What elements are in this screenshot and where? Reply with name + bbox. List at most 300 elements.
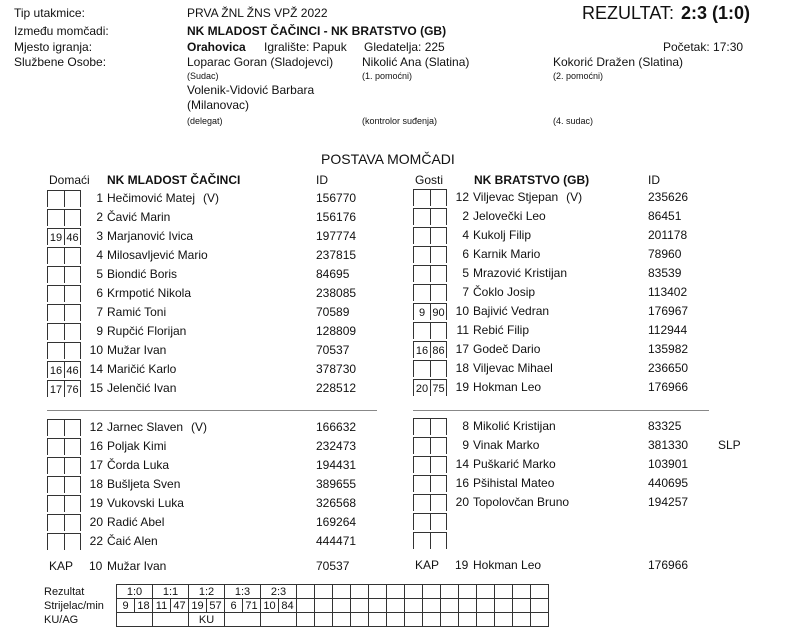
- player-id: 237815: [316, 248, 357, 262]
- sub-minute-box: [430, 246, 447, 263]
- player-name: [107, 515, 164, 529]
- sub-minute-box: [47, 285, 64, 302]
- player-name: [473, 304, 549, 318]
- sub-minute-box: 76: [64, 380, 81, 397]
- sub-minute-box: [47, 514, 64, 531]
- sub-minute-box: [47, 419, 64, 436]
- player-name: [107, 286, 191, 300]
- player-name-text: Radić Abel: [107, 515, 165, 529]
- player-id: 236650: [648, 361, 689, 375]
- sub-minute-box: [430, 265, 447, 282]
- player-name-text: Milosavljević Mario: [107, 248, 208, 262]
- scorer-cell: 57: [207, 599, 225, 613]
- player-name: [107, 248, 208, 262]
- delegat-name: Volenik-Vidović Barbara: [187, 83, 315, 97]
- home-kap-label: KAP: [49, 559, 74, 573]
- away-team-name: NK BRATSTVO (GB): [474, 173, 590, 187]
- player-number: 19: [455, 380, 469, 394]
- player-name-text: Maričić Karlo: [107, 362, 177, 376]
- sub-minute-box: [64, 495, 81, 512]
- player-number: 12: [455, 190, 469, 204]
- player-number: 3: [96, 229, 103, 243]
- sub-minute-box: [430, 475, 447, 492]
- scorer-cell: 18: [135, 599, 153, 613]
- player-id: 156176: [316, 210, 357, 224]
- away-side-label: Gosti: [415, 173, 444, 187]
- empty-cell: [387, 613, 405, 627]
- sub-minute-box: [64, 304, 81, 321]
- sub-minute-box: [413, 246, 430, 263]
- player-name-text: Čavić Marin: [107, 210, 171, 224]
- away-kap-id: 176966: [648, 558, 689, 572]
- player-number: 14: [89, 362, 103, 376]
- scorer-cell: [459, 599, 477, 613]
- empty-cell: [441, 585, 459, 599]
- player-name-text: Godeč Dario: [473, 342, 541, 356]
- sub-minute-box: 75: [430, 379, 447, 396]
- sub-minute-box: [430, 208, 447, 225]
- sub-minute-box: [430, 227, 447, 244]
- player-id: 156770: [316, 191, 357, 205]
- player-number: 19: [89, 496, 103, 510]
- empty-cell: [297, 613, 315, 627]
- player-tag: (V): [566, 190, 583, 204]
- home-kap-id: 70537: [316, 559, 350, 573]
- player-number: 20: [89, 515, 103, 529]
- player-name-text: Poljak Kimi: [107, 439, 167, 453]
- official-assistant1: Nikolić Ana (Slatina): [362, 55, 470, 69]
- result-value: 2:3 (1:0): [681, 3, 751, 23]
- section-title: POSTAVA MOMČADI: [321, 151, 455, 167]
- result-label: REZULTAT:: [582, 3, 675, 23]
- ku-cell: [117, 613, 153, 627]
- empty-cell: [459, 585, 477, 599]
- sub-minute-box: [413, 494, 430, 511]
- empty-cell: [333, 613, 351, 627]
- player-id: 83325: [648, 419, 682, 433]
- scorer-cell: [369, 599, 387, 613]
- player-id: 128809: [316, 324, 357, 338]
- player-name-text: Pšihistal Mateo: [473, 476, 555, 490]
- player-number: 10: [455, 304, 469, 318]
- ku-cell: KU: [189, 613, 225, 627]
- empty-cell: [315, 585, 333, 599]
- official-assistant2-role: (2. pomoćni): [553, 71, 604, 81]
- empty-cell: [369, 585, 387, 599]
- empty-cell: [333, 585, 351, 599]
- player-name-text: Krmpotić Nikola: [107, 286, 192, 300]
- away-id-label: ID: [648, 173, 660, 187]
- player-name: [107, 534, 158, 548]
- scorer-cell: 10: [261, 599, 279, 613]
- sub-minute-box: 16: [47, 361, 64, 378]
- player-name: [473, 190, 582, 204]
- player-name-text: Viljevac Stjepan: [473, 190, 559, 204]
- gledatelja: Gledatelja: 225: [364, 40, 445, 54]
- scorer-cell: 47: [171, 599, 189, 613]
- player-id: 112944: [648, 323, 688, 337]
- sub-minute-box: [430, 360, 447, 377]
- player-number: 22: [89, 534, 103, 548]
- sub-minute-box: [413, 513, 430, 530]
- empty-cell: [369, 613, 387, 627]
- delegat-origin: (Milanovac): [187, 98, 250, 112]
- player-name-text: Čorda Luka: [107, 458, 170, 472]
- player-name-text: Čoklo Josip: [473, 285, 536, 299]
- player-name: [107, 191, 219, 205]
- scorer-cell: 84: [279, 599, 297, 613]
- sub-minute-box: 9: [413, 303, 430, 320]
- scorer-cell: [315, 599, 333, 613]
- player-number: 6: [96, 286, 103, 300]
- player-name: [107, 362, 176, 376]
- empty-cell: [351, 613, 369, 627]
- empty-cell: [531, 613, 549, 627]
- player-id: 166632: [316, 420, 357, 434]
- sub-minute-box: [64, 190, 81, 207]
- sub-minute-box: [64, 514, 81, 531]
- player-name-text: Mrazović Kristijan: [473, 266, 568, 280]
- ku-cell: [261, 613, 297, 627]
- player-number: 2: [96, 210, 103, 224]
- player-name-text: Hečimović Matej: [107, 191, 196, 205]
- away-divider: [413, 410, 709, 411]
- sub-minute-box: [413, 284, 430, 301]
- player-number: 15: [89, 381, 103, 395]
- cetvrti-role: (4. sudac): [553, 116, 594, 126]
- sub-minute-box: [413, 189, 430, 206]
- player-id: 70537: [316, 343, 350, 357]
- player-name: [107, 381, 176, 395]
- player-id: 194431: [316, 458, 357, 472]
- home-id-label: ID: [316, 173, 328, 187]
- scorer-cell: 11: [153, 599, 171, 613]
- ku-cell: [225, 613, 261, 627]
- sub-minute-box: [64, 285, 81, 302]
- player-name: [107, 229, 193, 243]
- empty-cell: [315, 613, 333, 627]
- scorer-cell: [531, 599, 549, 613]
- empty-cell: [531, 585, 549, 599]
- player-name-text: Mikolić Kristijan: [473, 419, 556, 433]
- player-name-text: Viljevac Mihael: [473, 361, 553, 375]
- player-name: [107, 477, 180, 491]
- player-number: 16: [89, 439, 103, 453]
- player-id: 440695: [648, 476, 689, 490]
- player-number: 4: [96, 248, 103, 262]
- player-name-text: Biondić Boris: [107, 267, 178, 281]
- player-number: 6: [462, 247, 469, 261]
- player-name-text: Rebić Filip: [473, 323, 530, 337]
- player-id: 84695: [316, 267, 350, 281]
- away-kap-label: KAP: [415, 558, 440, 572]
- sub-minute-box: [64, 457, 81, 474]
- sub-minute-box: [47, 533, 64, 550]
- player-id: 103901: [648, 457, 689, 471]
- player-name-text: Jarnec Slaven: [107, 420, 184, 434]
- player-number: 14: [455, 457, 469, 471]
- scorer-cell: [405, 599, 423, 613]
- player-name-text: Rupčić Florijan: [107, 324, 187, 338]
- player-name-text: Bušljeta Sven: [107, 477, 181, 491]
- sub-minute-box: [64, 438, 81, 455]
- empty-cell: [387, 585, 405, 599]
- sub-minute-box: 19: [47, 228, 64, 245]
- official-referee: Loparac Goran (Sladojevci): [187, 55, 334, 69]
- sub-minute-box: [64, 533, 81, 550]
- empty-cell: [405, 613, 423, 627]
- sub-minute-box: [47, 323, 64, 340]
- player-name-text: Vukovski Luka: [107, 496, 184, 510]
- row-label-ku: KU/AG: [44, 613, 79, 626]
- sub-minute-box: [64, 247, 81, 264]
- scorer-cell: [477, 599, 495, 613]
- player-number: 10: [89, 343, 103, 357]
- player-number: 18: [455, 361, 469, 375]
- player-name-text: Karnik Mario: [473, 247, 541, 261]
- empty-cell: [351, 585, 369, 599]
- player-id: 176966: [648, 380, 689, 394]
- kontrolor-role: (kontrolor suđenja): [362, 116, 438, 126]
- sub-minute-box: [64, 476, 81, 493]
- sub-minute-box: [413, 265, 430, 282]
- sub-minute-box: [430, 513, 447, 530]
- player-name-text: Puškarić Marko: [473, 457, 556, 471]
- sub-minute-box: [430, 284, 447, 301]
- player-name: [473, 342, 540, 356]
- player-name-text: Jelovečki Leo: [473, 209, 546, 223]
- official-assistant2: Kokorić Dražen (Slatina): [553, 55, 684, 69]
- player-note: SLP: [718, 438, 741, 452]
- player-number: 5: [96, 267, 103, 281]
- player-number: 12: [89, 420, 103, 434]
- sub-minute-box: [413, 456, 430, 473]
- scorer-cell: [441, 599, 459, 613]
- player-name: [107, 439, 166, 453]
- player-id: 389655: [316, 477, 357, 491]
- player-id: 70589: [316, 305, 350, 319]
- sub-minute-box: [47, 209, 64, 226]
- player-id: 238085: [316, 286, 357, 300]
- player-id: 378730: [316, 362, 357, 376]
- player-name: [107, 343, 166, 357]
- sub-minute-box: [430, 456, 447, 473]
- player-name-text: Vinak Marko: [473, 438, 540, 452]
- scorer-cell: 6: [225, 599, 243, 613]
- player-id: 169264: [316, 515, 357, 529]
- sub-minute-box: 46: [64, 228, 81, 245]
- player-id: 232473: [316, 439, 357, 453]
- sub-minute-box: [47, 438, 64, 455]
- player-number: 2: [462, 209, 469, 223]
- player-id: 235626: [648, 190, 689, 204]
- sub-minute-box: [47, 190, 64, 207]
- igraliste: Igralište: Papuk: [264, 40, 347, 54]
- sub-minute-box: 17: [47, 380, 64, 397]
- player-number: 16: [455, 476, 469, 490]
- match-title: NK MLADOST ČAČINCI - NK BRATSTVO (GB): [187, 24, 447, 38]
- player-name: [473, 285, 535, 299]
- player-name: [107, 420, 207, 434]
- player-number: 18: [89, 477, 103, 491]
- player-name: [107, 496, 184, 510]
- away-kap-num: 19: [455, 558, 469, 572]
- scorer-cell: [387, 599, 405, 613]
- player-name-text: Hokman Leo: [473, 380, 542, 394]
- sub-minute-box: [64, 266, 81, 283]
- player-name: [107, 305, 166, 319]
- player-number: 9: [96, 324, 103, 338]
- player-name-text: Kukolj Filip: [473, 228, 532, 242]
- sub-minute-box: [47, 266, 64, 283]
- player-id: 83539: [648, 266, 682, 280]
- sub-minute-box: [413, 322, 430, 339]
- player-name-text: Bajivić Vedran: [473, 304, 550, 318]
- sub-minute-box: [430, 189, 447, 206]
- sub-minute-box: [413, 208, 430, 225]
- player-id: 113402: [648, 285, 688, 299]
- player-number: 7: [462, 285, 469, 299]
- sub-minute-box: [47, 342, 64, 359]
- player-name: [107, 267, 177, 281]
- scorer-cell: [495, 599, 513, 613]
- sub-minute-box: 90: [430, 303, 447, 320]
- home-kap-num: 10: [89, 559, 103, 573]
- player-number: 1: [96, 191, 103, 205]
- player-name-text: Čaić Alen: [107, 534, 158, 548]
- scorer-cell: 19: [189, 599, 207, 613]
- scorer-cell: [333, 599, 351, 613]
- player-name: [473, 247, 540, 261]
- player-name-text: Jelenčić Ivan: [107, 381, 177, 395]
- sub-minute-box: [413, 418, 430, 435]
- player-id: 197774: [316, 229, 357, 243]
- home-team-name: NK MLADOST ČAČINCI: [107, 173, 241, 187]
- player-name: [473, 495, 569, 509]
- player-name: [473, 209, 546, 223]
- sub-minute-box: [430, 437, 447, 454]
- empty-cell: [477, 585, 495, 599]
- sub-minute-box: [430, 418, 447, 435]
- scorer-cell: [423, 599, 441, 613]
- sub-minute-box: [47, 495, 64, 512]
- izmedu-label: Između momčadi:: [14, 24, 109, 38]
- row-label-rezultat: Rezultat: [44, 585, 85, 598]
- player-name: [473, 419, 556, 433]
- player-name: [107, 458, 169, 472]
- player-name: [473, 457, 556, 471]
- sub-minute-box: [47, 476, 64, 493]
- empty-cell: [495, 613, 513, 627]
- sub-minute-box: [64, 419, 81, 436]
- player-id: 86451: [648, 209, 682, 223]
- sub-minute-box: [413, 437, 430, 454]
- scorer-cell: [297, 599, 315, 613]
- ku-cell: [153, 613, 189, 627]
- tip-value: PRVA ŽNL ŽNS VPŽ 2022: [187, 6, 328, 20]
- sub-minute-box: [430, 322, 447, 339]
- tip-label: Tip utakmice:: [14, 6, 85, 20]
- player-number: 17: [89, 458, 103, 472]
- player-id: 135982: [648, 342, 689, 356]
- player-number: 20: [455, 495, 469, 509]
- scorer-cell: [351, 599, 369, 613]
- osobe-label: Službene Osobe:: [14, 55, 107, 69]
- sub-minute-box: [430, 494, 447, 511]
- empty-cell: [423, 613, 441, 627]
- player-number: 4: [462, 228, 469, 242]
- player-id: 326568: [316, 496, 357, 510]
- player-number: 7: [96, 305, 103, 319]
- empty-cell: [513, 613, 531, 627]
- sub-minute-box: [413, 475, 430, 492]
- empty-cell: [441, 613, 459, 627]
- score-table: [44, 584, 549, 627]
- player-name: [473, 228, 531, 242]
- player-number: 9: [462, 438, 469, 452]
- player-id: 444471: [316, 534, 357, 548]
- result-cell: 2:3: [261, 585, 297, 599]
- player-id: 201178: [648, 228, 688, 242]
- result-cell: 1:0: [117, 585, 153, 599]
- player-name-text: Mužar Ivan: [107, 343, 167, 357]
- home-side-label: Domaći: [49, 173, 90, 187]
- empty-cell: [495, 585, 513, 599]
- sub-minute-box: [64, 323, 81, 340]
- sub-minute-box: [47, 247, 64, 264]
- sub-minute-box: 86: [430, 341, 447, 358]
- sub-minute-box: [47, 457, 64, 474]
- player-name: [473, 266, 567, 280]
- empty-cell: [405, 585, 423, 599]
- scorer-cell: [513, 599, 531, 613]
- player-id: 194257: [648, 495, 689, 509]
- sub-minute-box: [413, 360, 430, 377]
- pocetak: Početak: 17:30: [663, 40, 744, 54]
- player-id: 228512: [316, 381, 357, 395]
- sub-minute-box: [430, 532, 447, 549]
- empty-cell: [423, 585, 441, 599]
- sub-minute-box: 20: [413, 379, 430, 396]
- result-cell: 1:2: [189, 585, 225, 599]
- player-number: 17: [455, 342, 469, 356]
- player-name: [473, 380, 541, 394]
- player-number: 5: [462, 266, 469, 280]
- away-kap-name: Hokman Leo: [473, 558, 542, 572]
- mjesto-value: Orahovica: [187, 40, 246, 54]
- player-name: [473, 438, 539, 452]
- sub-minute-box: [47, 304, 64, 321]
- row-label-strijelac: Strijelac/min: [44, 599, 104, 612]
- player-id: 176967: [648, 304, 689, 318]
- empty-cell: [477, 613, 495, 627]
- player-name: [473, 323, 529, 337]
- player-name: [107, 324, 186, 338]
- sub-minute-box: [64, 342, 81, 359]
- home-kap-name: Mužar Ivan: [107, 559, 167, 573]
- player-id: 381330: [648, 438, 689, 452]
- mjesto-label: Mjesto igranja:: [14, 40, 93, 54]
- sub-minute-box: 46: [64, 361, 81, 378]
- home-divider: [47, 410, 377, 411]
- player-name-text: Marjanović Ivica: [107, 229, 194, 243]
- player-number: 8: [462, 419, 469, 433]
- player-name: [473, 476, 554, 490]
- result-cell: 1:3: [225, 585, 261, 599]
- player-tag: (V): [203, 191, 220, 205]
- empty-cell: [297, 585, 315, 599]
- official-assistant1-role: (1. pomoćni): [362, 71, 413, 81]
